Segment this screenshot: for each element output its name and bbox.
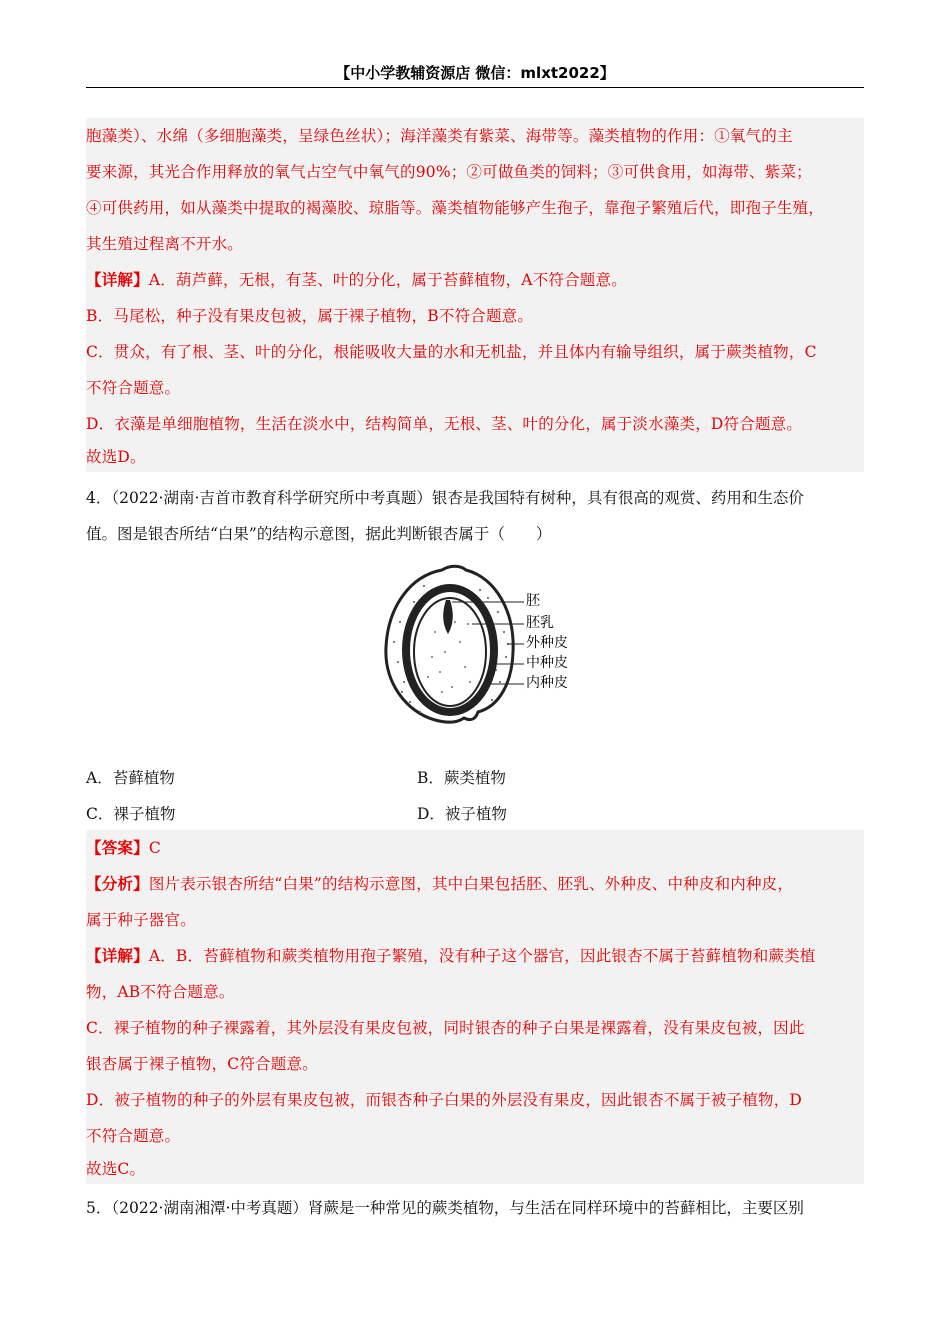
detail-line-a: [86, 262, 864, 298]
answer-value: C: [148, 839, 161, 857]
detail-text: A．B．苔藓植物和蕨类植物用孢子繁殖，没有种子这个器官，因此银杏不属于苔藓植物和蕨类植: [148, 947, 816, 965]
question-4-line-1: 4．（2022·湖南·吉首市教育科学研究所中考真题）银杏是我国特有树种，具有很高的观赏、药用和生态价: [86, 489, 804, 507]
option-b[interactable]: B．蕨类植物: [417, 769, 506, 787]
explanation-line: ④可供药用，如从藻类中提取的褐藻胶、琼脂等。藻类植物能够产生孢子，靠孢子繁殖后代，即孢子生殖，: [86, 199, 824, 217]
analysis-tag: 【分析】: [86, 874, 149, 893]
answer-tag: 【答案】: [86, 838, 149, 857]
detail-line-1: [86, 938, 864, 974]
explanation-line: 其生殖过程离不开水。: [86, 235, 244, 253]
label-embryo: 胚: [526, 593, 540, 609]
conclusion-line: 故选C。: [86, 1160, 146, 1178]
detail-line: C．裸子植物的种子裸露着，其外层没有果皮包被，同时银杏的种子白果是裸露着，没有果皮包被，因此: [86, 1019, 805, 1037]
conclusion-line: 故选D。: [86, 448, 146, 466]
question-5-line-1: 5．（2022·湖南湘潭·中考真题）肾蕨是一种常见的蕨类植物，与生活在同样环境中的苔藓相比，主要区别: [86, 1199, 804, 1217]
label-endosperm: 胚乳: [526, 615, 554, 631]
option-c[interactable]: C．裸子植物: [86, 805, 176, 823]
label-outer-seed-coat: 外种皮: [526, 635, 568, 651]
answer-line: [86, 830, 864, 866]
label-inner-seed-coat: 内种皮: [526, 675, 568, 691]
detail-line: D．被子植物的种子的外层有果皮包被，而银杏种子白果的外层没有果皮，因此银杏不属于被子植物，D: [86, 1091, 803, 1109]
analysis-line-2: 属于种子器官。: [86, 911, 196, 929]
explanation-block-q3: [86, 118, 864, 472]
option-a[interactable]: A．苔藓植物: [86, 769, 175, 787]
question-4-line-2: 值。图是银杏所结“白果”的结构示意图，据此判断银杏属于（ ）: [86, 525, 552, 543]
option-d[interactable]: D．被子植物: [417, 805, 507, 823]
explanation-line: 胞藻类）、水绵（多细胞藻类，呈绿色丝状）；海洋藻类有紫菜、海带等。藻类植物的作用：①氧气的主: [86, 127, 793, 145]
detail-line: 银杏属于裸子植物，C符合题意。: [86, 1055, 318, 1073]
analysis-line-1: [86, 866, 864, 902]
detail-line: 不符合题意。: [86, 1127, 181, 1145]
detail-tag: 【详解】: [86, 270, 149, 289]
detail-text: A．葫芦藓，无根，有茎、叶的分化，属于苔藓植物，A不符合题意。: [148, 271, 627, 289]
detail-line: 物，AB不符合题意。: [86, 983, 235, 1001]
detail-tag: 【详解】: [86, 946, 149, 965]
page-header: 【中小学教辅资源店 微信：mlxt2022】: [86, 62, 864, 88]
detail-line: C．贯众，有了根、茎、叶的分化，根能吸收大量的水和无机盐，并且体内有输导组织，属于蕨类植物，C: [86, 343, 817, 361]
detail-line: B．马尾松，种子没有果皮包被，属于裸子植物，B不符合题意。: [86, 307, 534, 325]
explanation-line: 要来源，其光合作用释放的氧气占空气中氧气的90%；②可做鱼类的饲料；③可供食用，如海带、紫菜；: [86, 163, 812, 181]
explanation-block-q4: [86, 830, 864, 1184]
detail-line: D．衣藻是单细胞植物，生活在淡水中，结构简单，无根、茎、叶的分化，属于淡水藻类，D符合题意。: [86, 415, 803, 433]
label-middle-seed-coat: 中种皮: [526, 655, 568, 671]
detail-line: 不符合题意。: [86, 379, 181, 397]
analysis-text: 图片表示银杏所结“白果”的结构示意图，其中白果包括胚、胚乳、外种皮、中种皮和内种皮，: [148, 875, 794, 893]
